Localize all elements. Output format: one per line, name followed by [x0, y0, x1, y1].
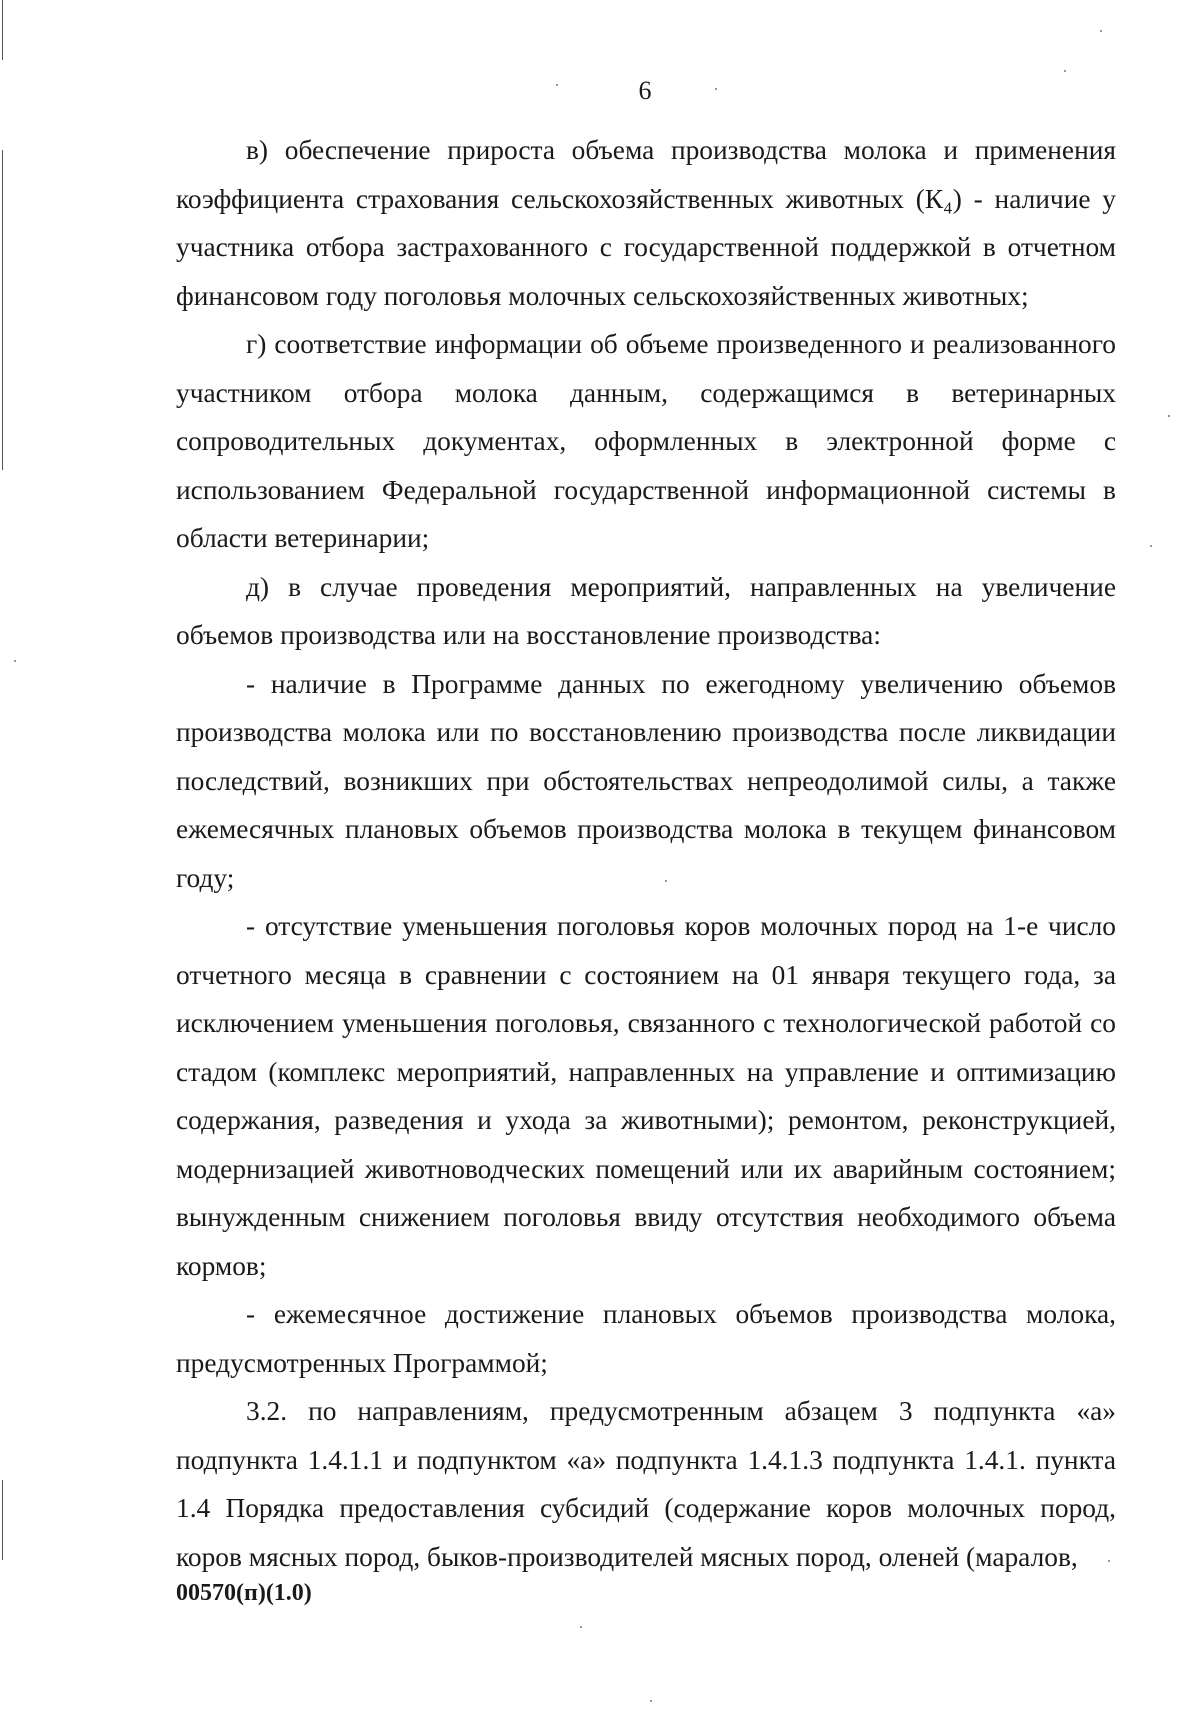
paragraph-g: г) соответствие информации об объеме произведенного и реализованного участником отбора молока данным, содержащимся в ветеринарных сопроводительных документах, оформленных в электронной форме с использованием Федеральной государственной информационной системы в области ветеринарии;: [176, 329, 1116, 553]
scan-speck: [650, 1700, 652, 1702]
scan-speck: [14, 660, 16, 662]
document-body: [176, 126, 1116, 1581]
scan-edge-mark: [2, 0, 3, 60]
list-item-no-herd-reduction: - отсутствие уменьшения поголовья коров молочных пород на 1-е число отчетного месяца в сравнении с состоянием на 01 января текущего года, за исключением уменьшения поголовья, связанного с технологической работой со стадом (комплекс мероприятий, направленных на управление и оптимизацию содержания, разведения и ухода за животными); ремонтом, реконструкцией, модернизацией животноводческих помещений или их аварийным состоянием; вынужденным снижением поголовья ввиду отсутствия необходимого объема кормов;: [176, 911, 1116, 1281]
paragraph-3-2: 3.2. по направлениям, предусмотренным абзацем 3 подпункта «а» подпункта 1.4.1.1 и подпунктом «а» подпункта 1.4.1.3 подпункта 1.4.1. пункта 1.4 Порядка предоставления субсидий (содержание коров молочных пород, коров мясных пород, быков-производителей мясных пород, оленей (маралов,: [176, 1396, 1116, 1572]
scan-speck: [1150, 545, 1152, 547]
paragraph-v: в) обеспечение прироста объема производства молока и применения коэффициента страхования сельскохозяйственных животных (К₄) - наличие у участника отбора застрахованного с государственной поддержкой в отчетном финансовом году поголовья молочных сельскохозяйственных животных;: [176, 135, 1116, 311]
document-code: 00570(п)(1.0): [176, 1580, 312, 1606]
scan-edge-mark: [2, 150, 3, 470]
page-number: 6: [638, 76, 652, 105]
paragraph-d: д) в случае проведения мероприятий, направленных на увеличение объемов производства или на восстановление производства:: [176, 571, 1116, 650]
scan-edge-mark: [2, 1480, 3, 1560]
scan-speck: [1100, 30, 1102, 32]
list-item-monthly-targets: - ежемесячное достижение плановых объемов производства молока, предусмотренных Программой;: [176, 1299, 1116, 1378]
scan-speck: [1064, 70, 1066, 72]
list-item-program-data: - наличие в Программе данных по ежегодному увеличению объемов производства молока или по восстановлению производства после ликвидации последствий, возникших при обстоятельствах непреодолимой силы, а также ежемесячных плановых объемов производства молока в текущем финансовом году;: [176, 668, 1116, 893]
scan-speck: [1168, 415, 1170, 417]
scan-speck: [580, 1626, 582, 1628]
